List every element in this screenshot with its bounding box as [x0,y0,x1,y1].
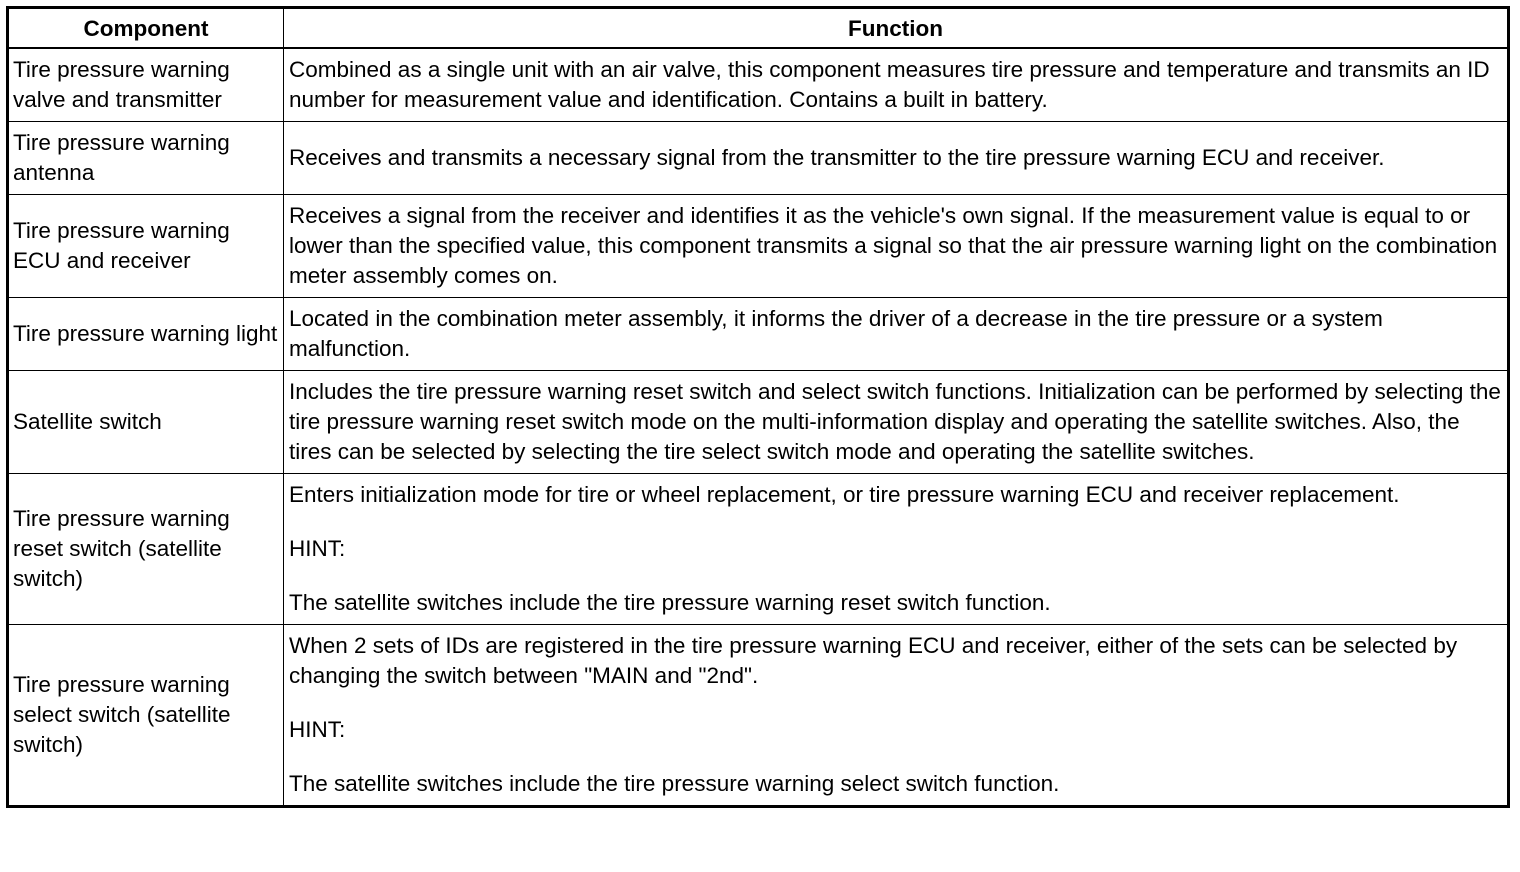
function-paragraph: Receives a signal from the receiver and identifies it as the vehicle's own signal. If the measurement value is equal to or lower than the specified value, this component transmits a signal so that the air pressure warning light on the combination meter assembly comes on. [289,203,1498,288]
table-header-row [8,8,1509,49]
function-paragraph: HINT: [289,536,346,561]
component-cell: Tire pressure warning ECU and receiver [8,195,284,298]
function-cell [284,298,1509,371]
function-cell [284,48,1509,122]
function-cell [284,371,1509,474]
table-row [8,298,1509,371]
table-row [8,122,1509,195]
component-cell: Satellite switch [8,371,284,474]
function-cell [284,625,1509,807]
component-cell: Tire pressure warning valve and transmitter [8,48,284,122]
function-cell [284,195,1509,298]
component-function-table [6,6,1510,808]
function-paragraph: The satellite switches include the tire pressure warning select switch function. [289,771,1060,796]
table-row [8,474,1509,625]
table-row [8,625,1509,807]
table-row [8,48,1509,122]
component-cell: Tire pressure warning antenna [8,122,284,195]
table-row [8,195,1509,298]
component-cell: Tire pressure warning select switch (satellite switch) [8,625,284,807]
component-cell: Tire pressure warning light [8,298,284,371]
function-paragraph: HINT: [289,717,346,742]
function-cell [284,474,1509,625]
function-paragraph: Located in the combination meter assembly, it informs the driver of a decrease in the tire pressure or a system malfunction. [289,306,1383,361]
function-paragraph: When 2 sets of IDs are registered in the tire pressure warning ECU and receiver, either of the sets can be selected by changing the switch between "MAIN and "2nd". [289,633,1458,688]
table-row [8,371,1509,474]
function-paragraph: Receives and transmits a necessary signal from the transmitter to the tire pressure warning ECU and receiver. [289,145,1385,170]
function-paragraph: The satellite switches include the tire pressure warning reset switch function. [289,590,1051,615]
column-header-function: Function [284,8,1509,49]
table-body [8,48,1509,807]
function-paragraph: Includes the tire pressure warning reset switch and select switch functions. Initialization can be performed by selecting the tire pressure warning reset switch mode on the multi-information display and operating the satellite switches. Also, the tires can be selected by selecting the tire select switch mode and operating the satellite switches. [289,379,1501,464]
function-cell [284,122,1509,195]
function-paragraph: Enters initialization mode for tire or wheel replacement, or tire pressure warning ECU and receiver replacement. [289,482,1400,507]
component-cell: Tire pressure warning reset switch (satellite switch) [8,474,284,625]
column-header-component: Component [8,8,284,49]
function-paragraph: Combined as a single unit with an air valve, this component measures tire pressure and temperature and transmits an ID number for measurement value and identification. Contains a built in battery. [289,57,1490,112]
